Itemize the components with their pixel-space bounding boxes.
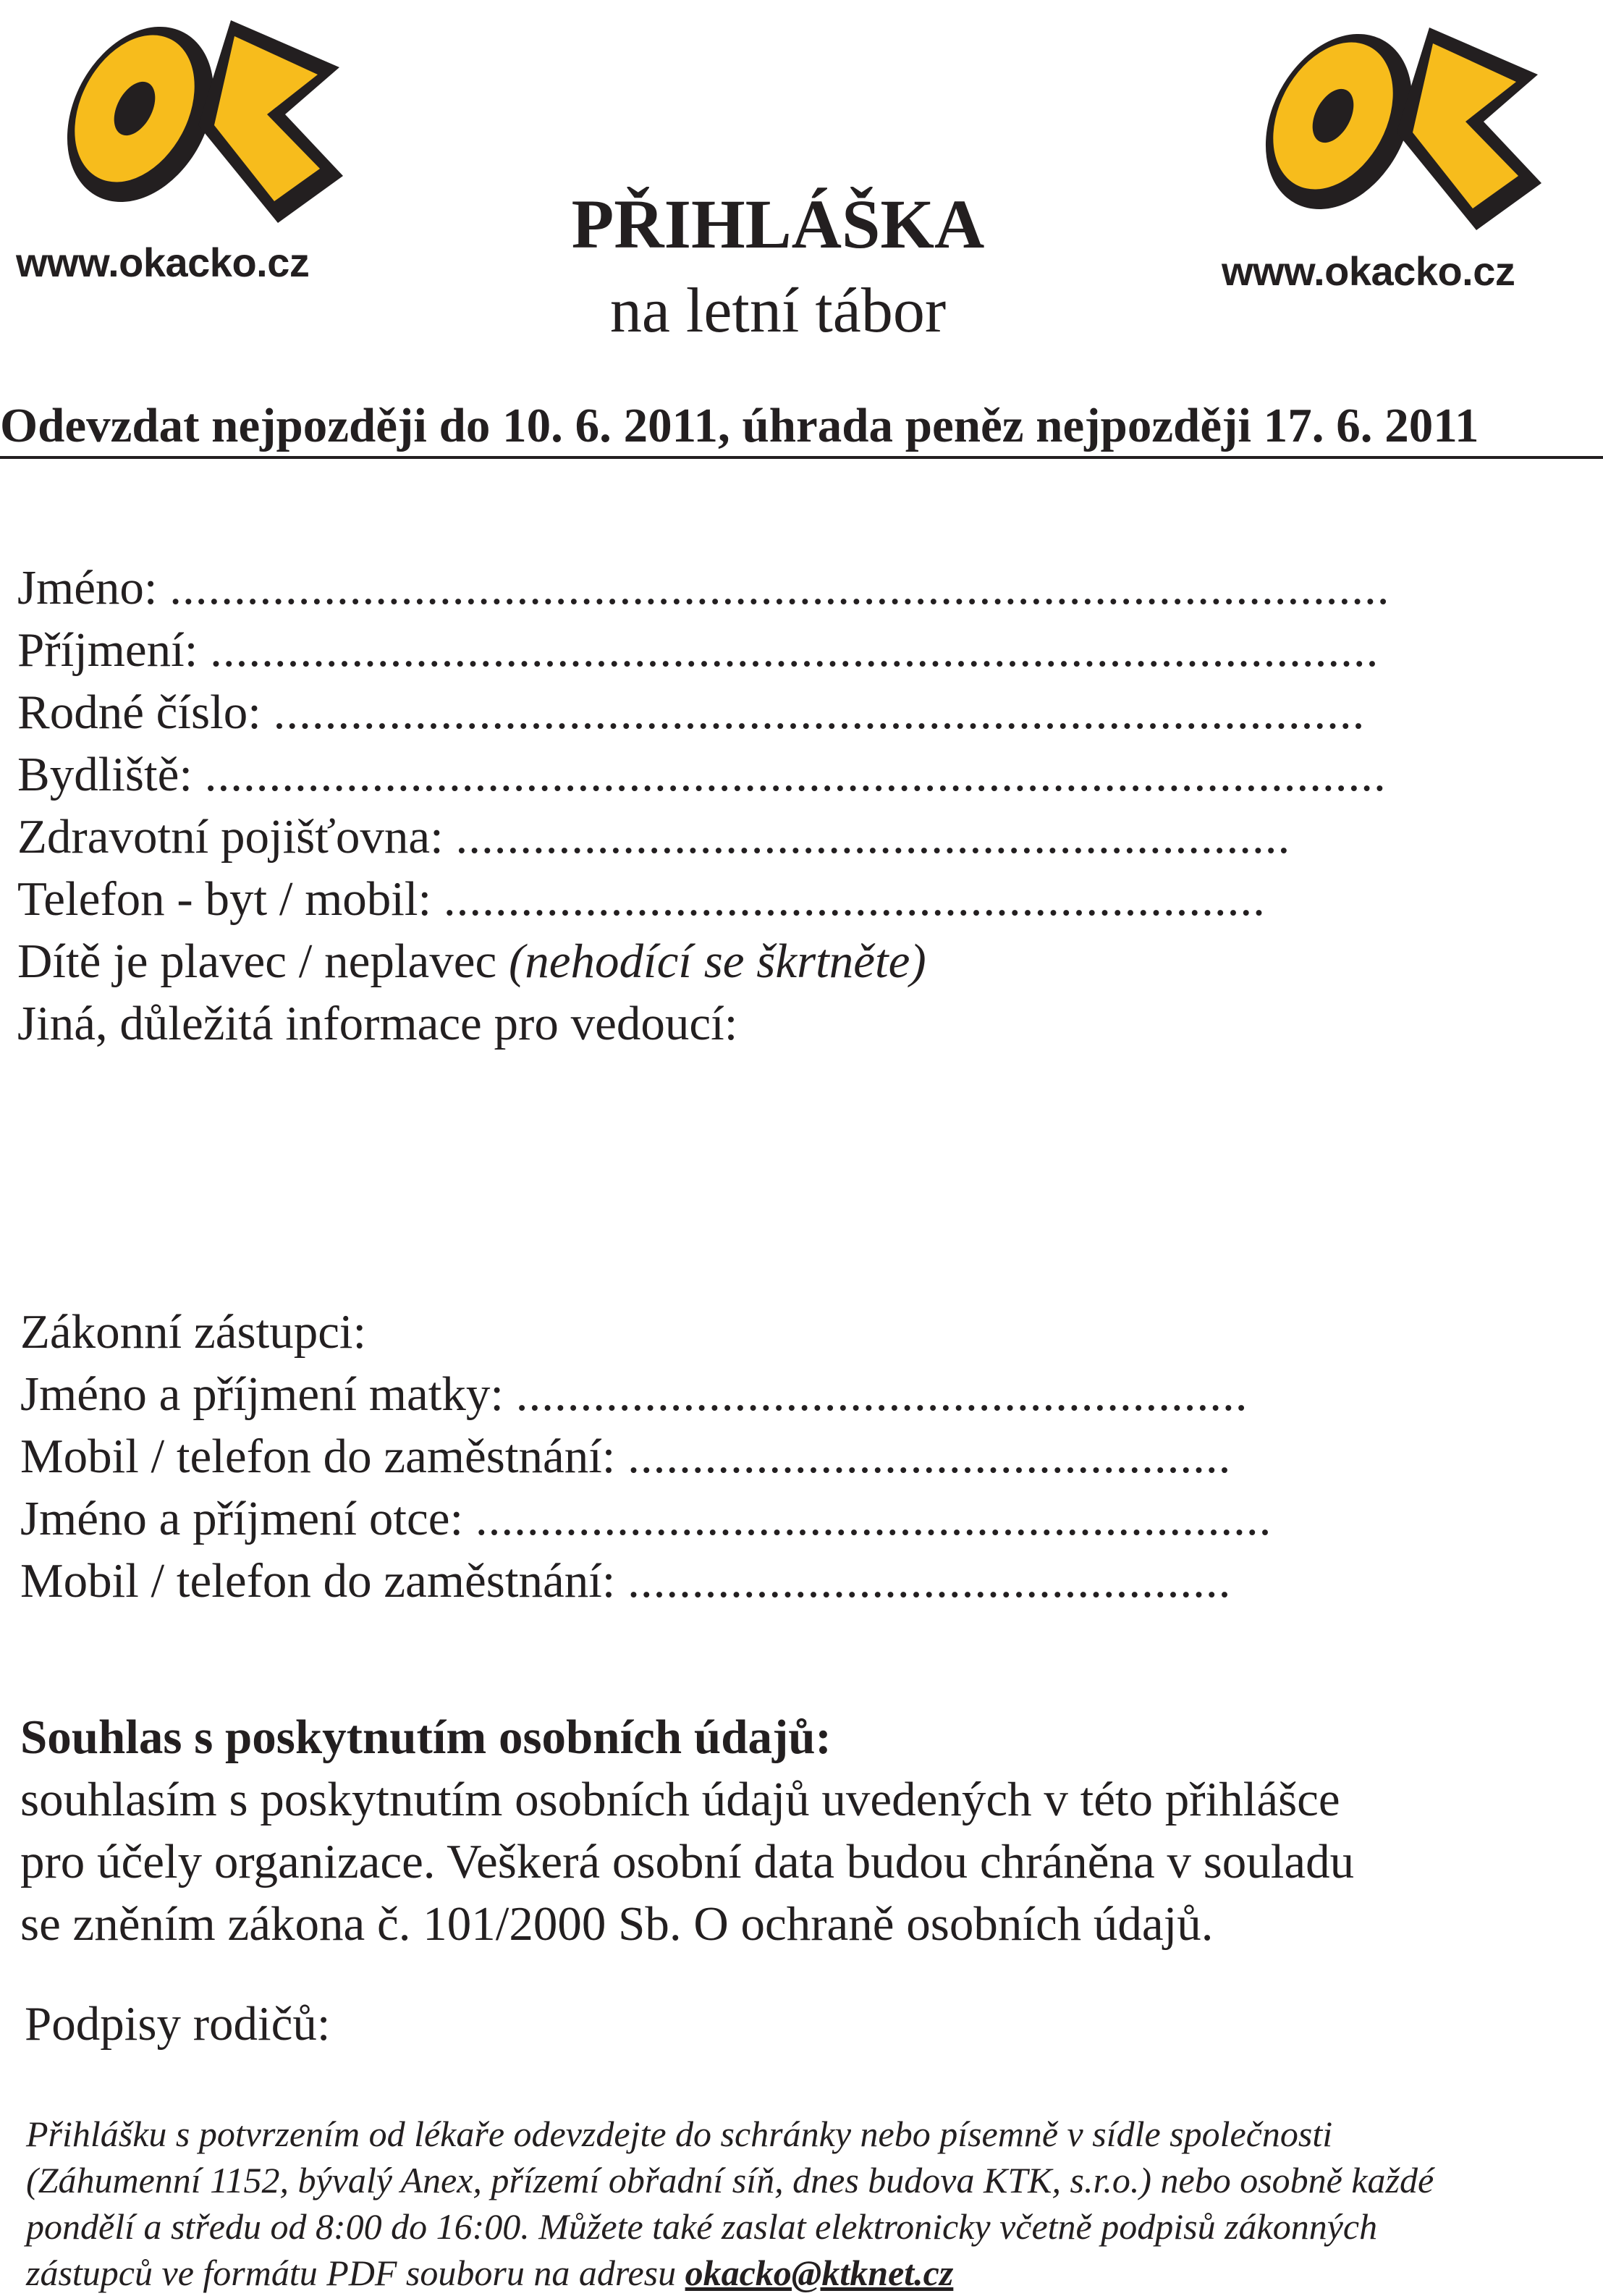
swimmer-text: Dítě je plavec / neplavec: [17, 934, 509, 988]
footer-line: (Záhumenní 1152, bývalý Anex, přízemí obřadní síň, dnes budova KTK, s.r.o.) nebo osobně každé: [26, 2160, 1434, 2200]
consent-heading: Souhlas s poskytnutím osobních údajů:: [20, 1710, 832, 1764]
consent-line: se zněním zákona č. 101/2000 Sb. O ochraně osobních údajů.: [20, 1897, 1214, 1951]
fill-line[interactable]: .........................................................: [515, 1367, 1248, 1421]
website-url-left[interactable]: www.okacko.cz: [16, 240, 310, 285]
consent-line: pro účely organizace. Veškerá osobní data budou chráněna v souladu: [20, 1835, 1355, 1888]
form-subtitle: na letní tábor: [609, 276, 947, 346]
deadline-notice: Odevzdat nejpozději do 10. 6. 2011, úhrada peněz nejpozději 17. 6. 2011: [0, 399, 1479, 452]
field-phone[interactable]: [17, 870, 1266, 928]
footer-line: pondělí a středu od 8:00 do 16:00. Můžete také zaslat elektronicky včetně podpisů zákonných: [26, 2206, 1378, 2247]
fill-line[interactable]: .................................................................: [455, 810, 1291, 864]
footer-line: Přihlášku s potvrzením od lékaře odevzdejte do schránky nebo písemně v sídle společnosti: [26, 2114, 1333, 2154]
footer-line: [26, 2250, 1434, 2296]
field-birth-number[interactable]: [17, 683, 1365, 741]
fill-line[interactable]: ...............................................................................................: [169, 561, 1390, 615]
fill-line[interactable]: ...............................................: [627, 1430, 1232, 1483]
field-label: Telefon - byt / mobil:: [17, 872, 432, 926]
deadline-underline: [0, 456, 1603, 459]
email-link[interactable]: okacko@ktknet.cz: [685, 2253, 954, 2293]
field-mother-phone[interactable]: [20, 1427, 1231, 1485]
fill-line[interactable]: .....................................................................................: [273, 685, 1366, 739]
field-label: Bydliště:: [17, 748, 193, 801]
field-label: Rodné číslo:: [17, 685, 261, 739]
field-address[interactable]: [17, 746, 1387, 803]
consent-line: souhlasím s poskytnutím osobních údajů uvedených v této přihlášce: [20, 1773, 1340, 1826]
field-father-name[interactable]: [20, 1490, 1272, 1548]
fill-line[interactable]: ............................................................................................: [204, 748, 1387, 801]
field-father-phone[interactable]: [20, 1552, 1231, 1610]
field-last-name[interactable]: [17, 621, 1379, 679]
fill-line[interactable]: ...............................................: [627, 1554, 1232, 1608]
guardians-heading: Zákonní zástupci:: [20, 1305, 367, 1359]
field-label: Jméno a příjmení otce:: [20, 1492, 464, 1545]
swimmer-line: [17, 932, 926, 990]
consent-text: [20, 1768, 1354, 1955]
other-info-label: Jiná, důležitá informace pro vedoucí:: [17, 997, 738, 1050]
field-health-insurance[interactable]: [17, 808, 1290, 866]
field-label: Jméno:: [17, 561, 158, 615]
swimmer-note: (nehodící se škrtněte): [508, 934, 926, 988]
website-url-right[interactable]: www.okacko.cz: [1222, 248, 1515, 294]
fill-line[interactable]: ...........................................................................................: [210, 623, 1379, 677]
footer-instructions: [26, 2111, 1434, 2296]
form-title: PŘIHLÁŠKA: [571, 185, 985, 263]
fill-line[interactable]: ..............................................................: [475, 1492, 1272, 1545]
field-label: Mobil / telefon do zaměstnání:: [20, 1430, 616, 1483]
fill-line[interactable]: ................................................................: [443, 872, 1266, 926]
field-label: Zdravotní pojišťovna:: [17, 810, 444, 864]
field-label: Příjmení:: [17, 623, 198, 677]
field-label: Mobil / telefon do zaměstnání:: [20, 1554, 616, 1608]
field-label: Jméno a příjmení matky:: [20, 1367, 504, 1421]
field-first-name[interactable]: [17, 559, 1390, 617]
footer-last-text: zástupců ve formátu PDF souboru na adresu: [26, 2253, 685, 2293]
signatures-label: Podpisy rodičů:: [25, 1997, 331, 2051]
field-mother-name[interactable]: [20, 1365, 1248, 1423]
